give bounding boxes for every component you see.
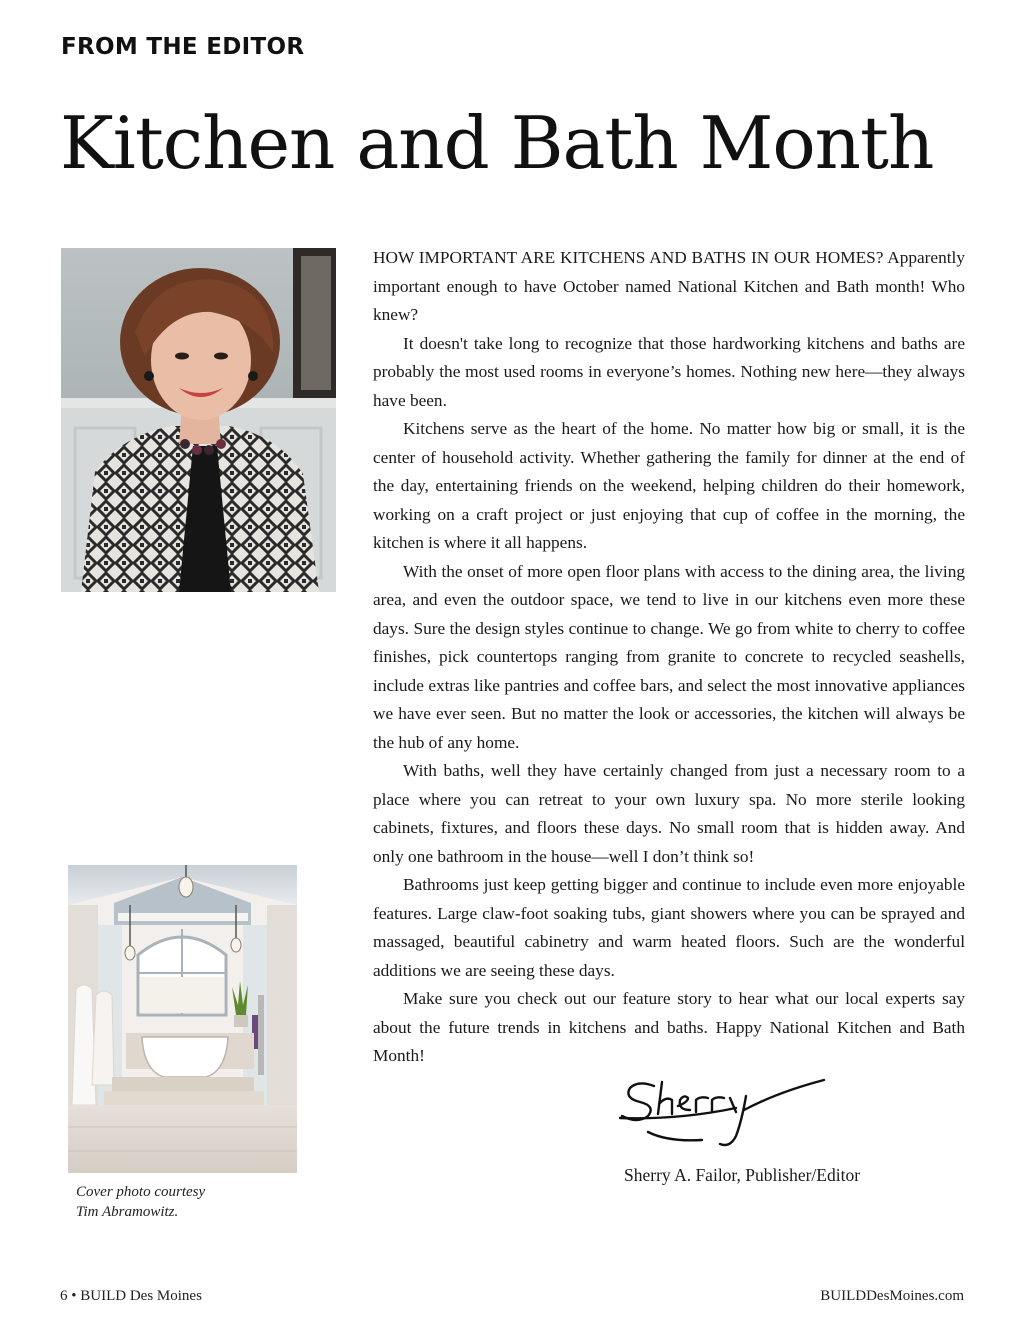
photo-caption <box>76 1182 316 1222</box>
editor-portrait-photo <box>61 248 336 592</box>
article-paragraph: It doesn't take long to recognize that those hardworking kitchens and baths are probably the most used rooms in everyone’s homes. Nothing new here—they always have been. <box>373 333 965 410</box>
article-paragraph: Make sure you check out our feature story to hear what our local experts say about the future trends in kitchens and baths. Happy National Kitchen and Bath Month! <box>373 989 965 1065</box>
footer-website: BUILDDesMoines.com <box>820 1288 964 1304</box>
article-paragraph: HOW IMPORTANT ARE KITCHENS AND BATHS IN OUR HOMES? Apparently important enough to have October named National Kitchen and Bath month! Who knew? <box>373 248 965 324</box>
caption-line-1: Cover photo courtesy <box>76 1184 206 1200</box>
bathroom-cover-photo <box>68 865 297 1173</box>
footer-page-info: 6 • BUILD Des Moines <box>60 1288 202 1304</box>
handwritten-signature <box>618 1072 828 1156</box>
section-label: FROM THE EDITOR <box>61 34 305 60</box>
editor-byline: Sherry A. Failor, Publisher/Editor <box>624 1165 861 1185</box>
article-paragraph: With baths, well they have certainly changed from just a necessary room to a place where you can retreat to your own luxury spa. No more sterile looking cabinets, fixtures, and floors these days. No small room that is hidden away. And only one bathroom in the house—well I don’t think so! <box>373 761 965 866</box>
article-paragraph: Kitchens serve as the heart of the home. No matter how big or small, it is the center of household activity. Whether gathering the family for dinner at the end of the day, entertaining friends on the weekend, helping children do their homework, working on a craft project or just enjoying that cup of coffee in the morning, the kitchen is where it all happens. <box>373 419 965 552</box>
article-paragraph: With the onset of more open floor plans with access to the dining area, the living area, and even the outdoor space, we tend to live in our kitchens even more these days. Sure the design styles continue to change. We go from white to cherry to coffee finishes, pick countertops ranging from granite to concrete to recycled seashells, include extras like pantries and coffee bars, and select the most innovative appliances we have ever seen. But no matter the look or accessories, the kitchen will always be the hub of any home. <box>373 561 965 752</box>
caption-line-2: Tim Abramowitz. <box>76 1204 179 1220</box>
editor-letter-body <box>373 244 965 1071</box>
article-paragraph: Bathrooms just keep getting bigger and continue to include even more enjoyable features. Large claw-foot soaking tubs, giant showers where you can be sprayed and massaged, beautiful cabinetry and warm heated floors. Such are the wonderful additions we are seeing these days. <box>373 875 965 980</box>
page-title: Kitchen and Bath Month <box>60 101 934 185</box>
